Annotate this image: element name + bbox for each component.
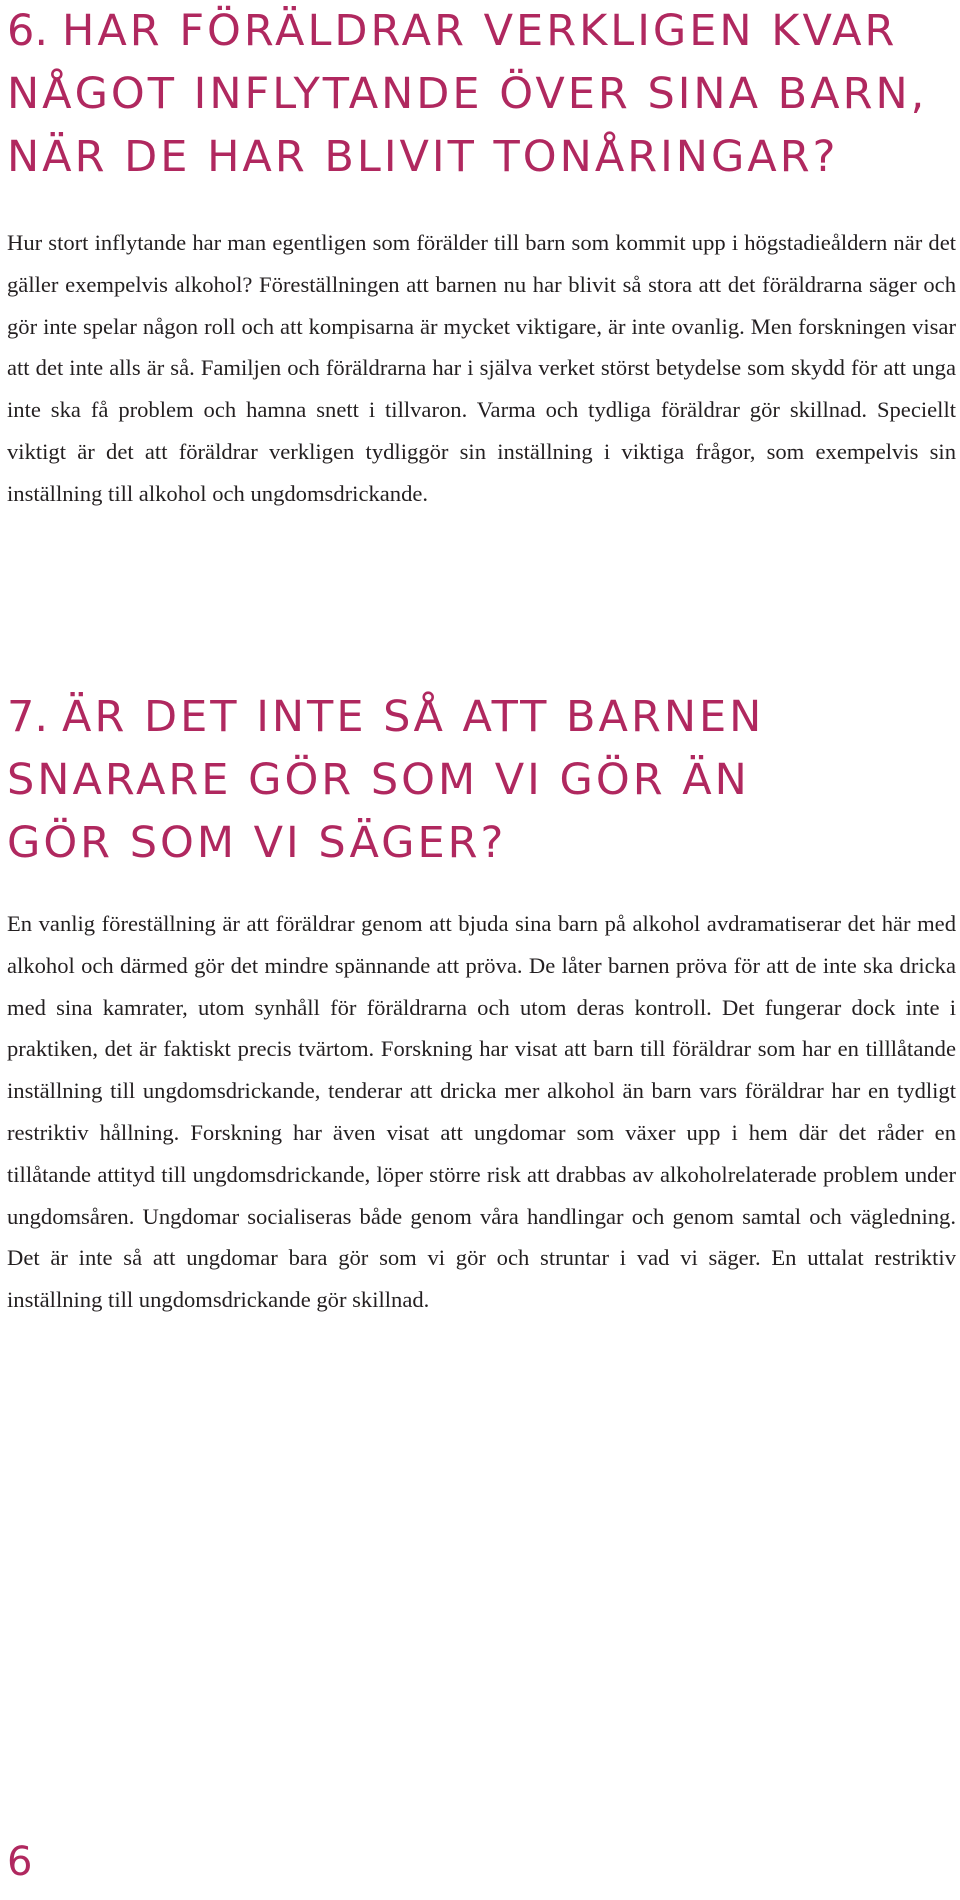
section-7-body: En vanlig föreställning är att föräldrar genom att bjuda sina barn på alkohol avdramatiserar det här med alkohol och därmed gör det mindre spännande att pröva. De låter barnen pröva för att de inte ska dricka med sina kamrater, utom synhåll för föräldrarna och utom deras kontroll. Det fungerar dock inte i praktiken, det är faktiskt precis tvärtom. Forskning har visat att barn till föräldrar som har en tilllåtande inställning till ungdomsdrickande, tenderar att dricka mer alkohol än barn vars föräldrar har en tydligt restriktiv hållning. Forskning har även visat att ungdomar som växer upp i hem där det råder en tillåtande attityd till ungdomsdrickande, löper större risk att drabbas av alkoholrelaterade problem under ungdomsåren. Ungdomar socialiseras både genom våra handlingar och genom samtal och vägledning. Det är inte så att ungdomar bara gör som vi gör och struntar i vad vi säger. En uttalat restriktiv inställning till ungdomsdrickande gör skillnad.: [7, 911, 956, 1313]
section-6-number: 6.: [7, 6, 49, 56]
section-7-number: 7.: [7, 692, 49, 742]
page-number: 6: [7, 1839, 33, 1885]
section-6-heading-line-2: NÅGOT INFLYTANDE ÖVER SINA BARN,: [7, 69, 928, 119]
section-6-body: Hur stort inflytande har man egentligen som förälder till barn som kommit upp i högstadieåldern när det gäller exempelvis alkohol? Föreställningen att barnen nu har blivit så stora att det föräldrarna säger och gör inte spelar någon roll och att kompisarna är mycket viktigare, är inte ovanlig. Men forskningen visar att det inte alls är så. Familjen och föräldrarna har i själva verket störst betydelse som skydd för att unga inte ska få problem och hamna snett i tillvaron. Varma och tydliga föräldrar gör skillnad. Speciellt viktigt är det att föräldrar verkligen tydliggör sin inställning i viktiga frågor, som exempelvis sin inställning till alkohol och ungdomsdrickande.: [7, 230, 956, 506]
section-7-heading-line-1: 7. ÄR DET INTE SÅ ATT BARNEN: [7, 692, 765, 742]
section-6-heading-line-1: 6. HAR FÖRÄLDRAR VERKLIGEN KVAR: [7, 6, 898, 56]
section-6-heading: [7, 0, 927, 189]
section-7-heading-line-3: GÖR SOM VI SÄGER?: [7, 818, 507, 868]
section-6-heading-line-3: NÄR DE HAR BLIVIT TONÅRINGAR?: [7, 132, 839, 182]
section-7-heading-line-2: SNARARE GÖR SOM VI GÖR ÄN: [7, 755, 750, 805]
section-7-heading: [7, 686, 764, 875]
